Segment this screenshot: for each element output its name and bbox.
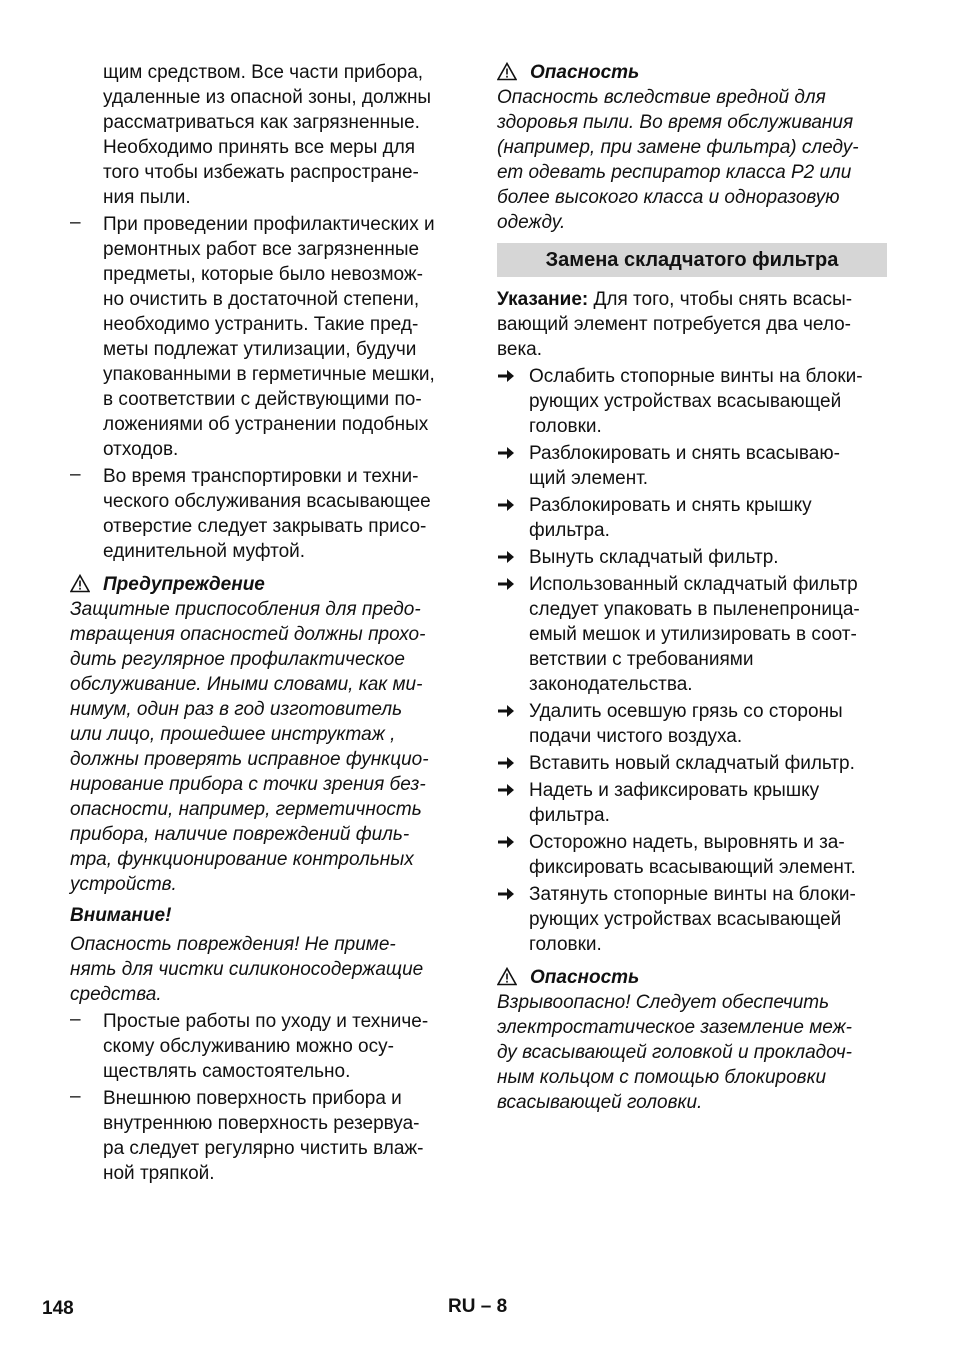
text-line: электростатическое заземление меж- [497, 1017, 852, 1038]
text-line: твращения опасностей должны прохо- [70, 624, 426, 645]
text-line: Затянуть стопорные винты на блоки- [529, 884, 856, 905]
danger-heading-1 [497, 60, 887, 85]
dash-bullet: – [70, 464, 81, 485]
text-line: нять для чистки силиконосодержащие [70, 959, 424, 980]
text-line: должны проверять исправное функцио- [70, 749, 429, 770]
text-line: прибора, наличие повреждений филь- [70, 824, 410, 845]
dash-list-1 [70, 212, 460, 564]
dash-list-2 [70, 1009, 460, 1186]
text-line: ной тряпкой. [103, 1163, 215, 1184]
text-line: фильтра. [529, 520, 610, 541]
text-line: в соответствии с действующими по- [103, 389, 422, 410]
arrow-right-icon [497, 576, 515, 592]
step-item [497, 572, 887, 697]
text-line: ду всасывающей головкой и прокладоч- [497, 1042, 853, 1063]
warning-triangle-icon [497, 967, 517, 986]
text-line: Осторожно надеть, выровнять и за- [529, 832, 845, 853]
text-line: фиксировать всасывающий элемент. [529, 857, 856, 878]
text-line: Взрывоопасно! Следует обеспечить [497, 992, 830, 1013]
text-line: необходимо устранить. Такие пред- [103, 314, 419, 335]
step-item [497, 493, 887, 543]
note-label: Указание: [497, 289, 589, 310]
dash-bullet: – [70, 1086, 81, 1107]
warning-triangle-icon [497, 62, 517, 81]
arrow-right-icon [497, 834, 515, 850]
note-text-first: Для того, чтобы снять всасы- [588, 289, 853, 310]
step-item [497, 882, 887, 957]
text-line: Вынуть складчатый фильтр. [529, 547, 779, 568]
danger-title-1: Опасность [530, 62, 640, 83]
text-line: Внешнюю поверхность прибора и [103, 1088, 402, 1109]
arrow-right-icon [497, 703, 515, 719]
text-line: Опасность повреждения! Не приме- [70, 934, 396, 955]
step-item [497, 699, 887, 749]
danger-title-2: Опасность [530, 967, 640, 988]
right-column [497, 60, 887, 1115]
text-line: отверстие следует закрывать присо- [103, 516, 427, 537]
text-line: но очистить в достаточной степени, [103, 289, 420, 310]
text-line: средства. [70, 984, 162, 1005]
text-line: нимум, один раз в год изготовитель [70, 699, 403, 720]
text-line: фильтра. [529, 805, 610, 826]
list-item [70, 464, 460, 564]
text-line: ложениями об устранении подобных [103, 414, 429, 435]
text-line: вающий элемент потребуется два чело- [497, 314, 852, 335]
warning-text [70, 597, 460, 897]
text-line: дить регулярное профилактическое [70, 649, 405, 670]
text-line: тра, функционирование контрольных [70, 849, 414, 870]
attention-text [70, 932, 460, 1007]
dash-bullet: – [70, 212, 81, 233]
text-line: Необходимо принять все меры для [103, 137, 416, 158]
text-line: того чтобы избежать распростране- [103, 162, 419, 183]
warning-title: Предупреждение [103, 574, 265, 595]
list-item [70, 212, 460, 462]
language-page-label: RU – 8 [448, 1296, 508, 1317]
step-list [497, 364, 887, 957]
text-line: ветствии с требованиями [529, 649, 754, 670]
text-line: следует упаковать в пыленепроница- [529, 599, 860, 620]
text-line: Надеть и зафиксировать крышку [529, 780, 820, 801]
arrow-right-icon [497, 497, 515, 513]
text-line: Вставить новый складчатый фильтр. [529, 753, 855, 774]
text-line: обслуживание. Иными словами, как ми- [70, 674, 423, 695]
text-line: головки. [529, 934, 602, 955]
text-line: устройств. [70, 874, 177, 895]
text-line: Простые работы по уходу и техниче- [103, 1011, 429, 1032]
text-line: ет одевать респиратор класса P2 или [497, 162, 852, 183]
text-line: щим средством. Все части прибора, [103, 62, 424, 83]
danger-text-2 [497, 990, 887, 1115]
text-line: Опасность вследствие вредной для [497, 87, 826, 108]
text-line: Использованный складчатый фильтр [529, 574, 858, 595]
arrow-right-icon [497, 886, 515, 902]
arrow-right-icon [497, 782, 515, 798]
dash-bullet: – [70, 1009, 81, 1030]
list-item [70, 1086, 460, 1186]
text-line: здоровья пыли. Во время обслуживания [497, 112, 854, 133]
text-line: отходов. [103, 439, 179, 460]
warning-heading [70, 572, 460, 597]
text-line: рассматриваться как загрязненные. [103, 112, 420, 133]
text-line: более высокого класса и одноразовую [497, 187, 840, 208]
page-number: 148 [42, 1298, 74, 1319]
text-line: ществлять самостоятельно. [103, 1061, 351, 1082]
text-line: скому обслуживанию можно осу- [103, 1036, 394, 1057]
arrow-right-icon [497, 755, 515, 771]
list-item [70, 1009, 460, 1084]
text-line: ным кольцом с помощью блокировки [497, 1067, 827, 1088]
text-line: века. [497, 339, 543, 360]
attention-title: Внимание! [70, 905, 172, 926]
text-line: Разблокировать и снять крышку [529, 495, 812, 516]
text-line: одежду. [497, 212, 566, 233]
section-heading: Замена складчатого фильтра [497, 243, 887, 277]
step-item [497, 778, 887, 828]
step-item [497, 830, 887, 880]
text-line: рующих устройствах всасывающей [529, 909, 842, 930]
text-line: Ослабить стопорные винты на блоки- [529, 366, 863, 387]
arrow-right-icon [497, 368, 515, 384]
warning-triangle-icon [70, 574, 90, 593]
text-line: щий элемент. [529, 468, 649, 489]
text-line: головки. [529, 416, 602, 437]
intro-paragraph [70, 60, 460, 210]
text-line: опасности, например, герметичность [70, 799, 422, 820]
note-text-rest [497, 312, 887, 362]
text-line: рующих устройствах всасывающей [529, 391, 842, 412]
step-item [497, 545, 887, 570]
text-line: Защитные приспособления для предо- [70, 599, 421, 620]
left-column [70, 60, 460, 1186]
text-line: Во время транспортировки и техни- [103, 466, 419, 487]
danger-text-1 [497, 85, 887, 235]
text-line: Разблокировать и снять всасываю- [529, 443, 840, 464]
step-item [497, 751, 887, 776]
arrow-right-icon [497, 549, 515, 565]
text-line: нирование прибора с точки зрения без- [70, 774, 426, 795]
text-line: законодательства. [529, 674, 693, 695]
danger-heading-2 [497, 965, 887, 990]
note-paragraph [497, 287, 887, 362]
step-item [497, 364, 887, 439]
text-line: емый мешок и утилизировать в соот- [529, 624, 857, 645]
text-line: (например, при замене фильтра) следу- [497, 137, 859, 158]
text-line: При проведении профилактических и [103, 214, 435, 235]
text-line: меты подлежат утилизации, будучи [103, 339, 417, 360]
text-line: единительной муфтой. [103, 541, 306, 562]
text-line: всасывающей головки. [497, 1092, 703, 1113]
step-item [497, 441, 887, 491]
text-line: или лицо, прошедшее инструктаж , [70, 724, 396, 745]
arrow-right-icon [497, 445, 515, 461]
text-line: удаленные из опасной зоны, должны [103, 87, 432, 108]
text-line: ремонтных работ все загрязненные [103, 239, 420, 260]
text-line: ческого обслуживания всасывающее [103, 491, 431, 512]
text-line: подачи чистого воздуха. [529, 726, 743, 747]
text-line: упакованными в герметичные мешки, [103, 364, 435, 385]
text-line: ра следует регулярно чистить влаж- [103, 1138, 424, 1159]
text-line: ния пыли. [103, 187, 191, 208]
text-line: Удалить осевшую грязь со стороны [529, 701, 843, 722]
text-line: предметы, которые было невозмож- [103, 264, 423, 285]
text-line: внутреннюю поверхность резервуа- [103, 1113, 420, 1134]
